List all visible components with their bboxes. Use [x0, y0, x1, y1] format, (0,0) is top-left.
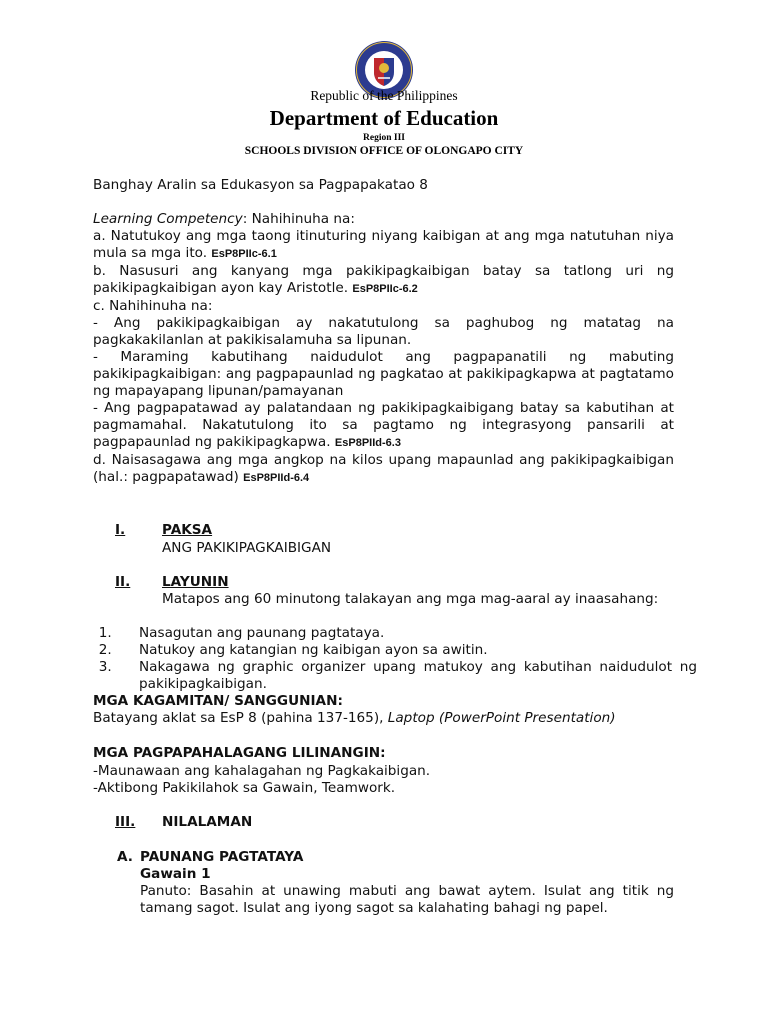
- section-i-label: PAKSA: [162, 522, 213, 538]
- section-i-content: ANG PAKIKIPAGKAIBIGAN: [162, 540, 332, 556]
- section-i-number: I.: [115, 522, 126, 538]
- competency-item-c1: - Ang pakikipagkaibigan ay nakatutulong sa paghubog ng matatag na pagkakakilanlan at pakikisalamuha sa lipunan.: [93, 315, 674, 348]
- competency-item-b: b. Nasusuri ang kanyang mga pakikipagkaibigan batay sa tatlong uri ng pakikipagkaibigan ayon kay Aristotle. EsP8PIIc-6.2: [93, 263, 674, 296]
- kagamitan-text: Batayang aklat sa EsP 8 (pahina 137-165), Laptop (PowerPoint Presentation): [93, 710, 616, 726]
- competency-item-c2: - Maraming kabutihang naidudulot ang pagpapanatili ng mabuting pakikipagkaibigan: ang pagpapaunlad ng pagkatao at pakikipagkapwa at pagtatamo ng mapayapang lipunan/pamayanan: [93, 349, 674, 399]
- list-item: 2. Natukoy ang katangian ng kaibigan ayon sa awitin.: [116, 642, 697, 659]
- header-republic: Republic of the Philippines: [310, 88, 458, 103]
- gawain-label: Gawain 1: [140, 866, 211, 882]
- competency-item-c: c. Nahihinuha na:: [93, 298, 213, 314]
- header-department: Department of Education: [269, 106, 499, 130]
- sub-a-label: PAUNANG PAGTATAYA: [140, 849, 304, 865]
- code-d: EsP8PIId-6.4: [243, 472, 310, 484]
- code-b: EsP8PIIc-6.2: [352, 283, 418, 295]
- section-iii-number: III.: [115, 814, 136, 830]
- header-office: SCHOOLS DIVISION OFFICE OF OLONGAPO CITY: [244, 145, 524, 157]
- document-title: Banghay Aralin sa Edukasyon sa Pagpapakatao 8: [93, 177, 428, 193]
- section-ii-label: LAYUNIN: [162, 574, 229, 590]
- list-item: 3. Nakagawa ng graphic organizer upang matukoy ang kabutihan naidudulot ng pakikipagkaibigan.: [116, 659, 697, 693]
- list-item: 1. Nasagutan ang paunang pagtataya.: [116, 625, 697, 642]
- competency-item-c3: - Ang pagpapatawad ay palatandaan ng pakikipagkaibigang batay sa kabutihan at pagmamahal. Nakatutulong ito sa pagtamo ng integrasyong pansarili at pagpapaunlad ng pakikipagkapwa. EsP8PIId-6.3: [93, 400, 674, 450]
- layunin-list: [93, 625, 697, 693]
- kagamitan-heading: MGA KAGAMITAN/ SANGGUNIAN:: [93, 693, 343, 709]
- section-iii-label: NILALAMAN: [162, 814, 253, 830]
- code-c3: EsP8PIId-6.3: [334, 437, 401, 449]
- section-ii-number: II.: [115, 574, 131, 590]
- competency-item-a: a. Natutukoy ang mga taong itinuturing niyang kaibigan at ang mga natutuhan niya mula sa mga ito. EsP8PIIc-6.1: [93, 228, 674, 261]
- competency-intro: : Nahihinuha na:: [242, 211, 355, 227]
- pagpapahalaga-item-1: -Maunawaan ang kahalagahan ng Pagkakaibigan.: [93, 763, 431, 779]
- sub-a-number: A.: [117, 849, 133, 865]
- competency-item-d: d. Naisasagawa ang mga angkop na kilos upang mapaunlad ang pakikipagkaibigan (hal.: pagpapatawad) EsP8PIId-6.4: [93, 452, 674, 485]
- pagpapahalaga-item-2: -Aktibong Pakikilahok sa Gawain, Teamwork.: [93, 780, 396, 796]
- code-a: EsP8PIIc-6.1: [211, 248, 277, 260]
- header-region: Region III: [363, 133, 405, 143]
- competency-label: Learning Competency: [93, 211, 243, 227]
- section-ii-intro: Matapos ang 60 minutong talakayan ang mga mag-aaral ay inaasahang:: [162, 591, 659, 607]
- pagpapahalaga-heading: MGA PAGPAPAHALAGANG LILINANGIN:: [93, 745, 386, 761]
- learning-competency-block: [93, 211, 674, 487]
- panuto-text: Panuto: Basahin at unawing mabuti ang bawat aytem. Isulat ang titik ng tamang sagot. Isulat ang iyong sagot sa kalahating bahagi ng papel.: [140, 883, 674, 916]
